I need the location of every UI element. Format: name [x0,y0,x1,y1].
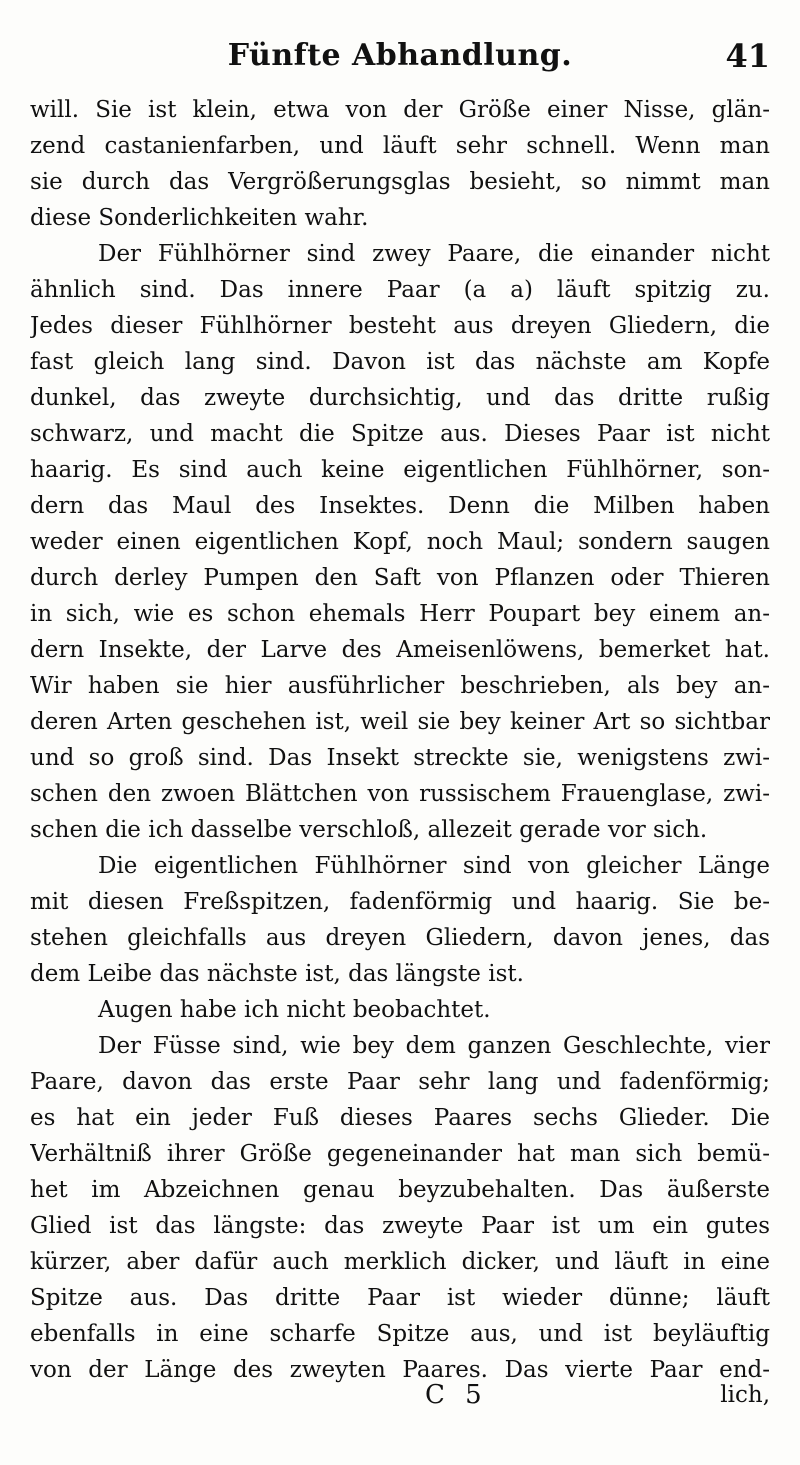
catchword: lich, [720,1382,770,1408]
text-line: stehen gleichfalls aus dreyen Gliedern, davon jenes, das [30,925,770,951]
text-line: dern Insekte, der Larve des Ameisenlöwens, bemerket hat. [30,637,770,663]
text-line: Der Fühlhörner sind zwey Paare, die einander nicht [98,241,770,267]
text-line: kürzer, aber dafür auch merklich dicker, und läuft in eine [30,1249,770,1275]
text-line: dem Leibe das nächste ist, das längste ist. [30,961,524,987]
signature-mark: C 5 [425,1380,488,1410]
page-footer [30,1373,770,1417]
page-number: 41 [725,37,770,75]
text-line: schwarz, und macht die Spitze aus. Dieses Paar ist nicht [30,421,770,447]
text-line: von der Länge des zweyten Paares. Das vierte Paar end- [30,1357,770,1383]
text-line: zend castanienfarben, und läuft sehr schnell. Wenn man [30,133,770,159]
text-line: schen den zwoen Blättchen von russischem Frauenglase, zwi- [30,781,770,807]
text-line: durch derley Pumpen den Saft von Pflanzen oder Thieren [30,565,770,591]
text-line: Wir haben sie hier ausführlicher beschrieben, als bey an- [30,673,770,699]
text-line: Verhältniß ihrer Größe gegeneinander hat man sich bemü- [30,1141,770,1167]
text-line: weder einen eigentlichen Kopf, noch Maul; sondern saugen [30,529,770,555]
running-title: Fünfte Abhandlung. [227,38,573,73]
text-line: ebenfalls in eine scharfe Spitze aus, und ist beyläuftig [30,1321,770,1347]
text-line: dern das Maul des Insektes. Denn die Milben haben [30,493,770,519]
text-line: Spitze aus. Das dritte Paar ist wieder dünne; läuft [30,1285,770,1311]
text-line: sie durch das Vergrößerungsglas besieht, so nimmt man [30,169,770,195]
text-line: in sich, wie es schon ehemals Herr Poupart bey einem an- [30,601,770,627]
text-line: schen die ich dasselbe verschloß, allezeit gerade vor sich. [30,817,708,843]
running-head [30,28,770,84]
text-line: Der Füsse sind, wie bey dem ganzen Geschlechte, vier [98,1033,770,1059]
text-line: will. Sie ist klein, etwa von der Größe einer Nisse, glän- [30,97,770,123]
text-line: Jedes dieser Fühlhörner besteht aus dreyen Gliedern, die [30,313,770,339]
text-line: Augen habe ich nicht beobachtet. [98,997,491,1023]
text-line: mit diesen Freßspitzen, fadenförmig und haarig. Sie be- [30,889,770,915]
text-line: het im Abzeichnen genau beyzubehalten. Das äußerste [30,1177,770,1203]
body-text [30,92,770,1388]
text-line: Paare, davon das erste Paar sehr lang und fadenförmig; [30,1069,770,1095]
text-line: dunkel, das zweyte durchsichtig, und das dritte rußig [30,385,770,411]
text-line: Die eigentlichen Fühlhörner sind von gleicher Länge [98,853,770,879]
text-line: es hat ein jeder Fuß dieses Paares sechs Glieder. Die [30,1105,770,1131]
text-line: diese Sonderlichkeiten wahr. [30,205,369,231]
text-line: deren Arten geschehen ist, weil sie bey keiner Art so sichtbar [30,709,770,735]
text-line: haarig. Es sind auch keine eigentlichen Fühlhörner, son- [30,457,770,483]
text-line: Glied ist das längste: das zweyte Paar ist um ein gutes [30,1213,770,1239]
text-line: ähnlich sind. Das innere Paar (a a) läuft spitzig zu. [30,277,770,303]
text-line: und so groß sind. Das Insekt streckte sie, wenigstens zwi- [30,745,770,771]
text-line: fast gleich lang sind. Davon ist das nächste am Kopfe [30,349,770,375]
